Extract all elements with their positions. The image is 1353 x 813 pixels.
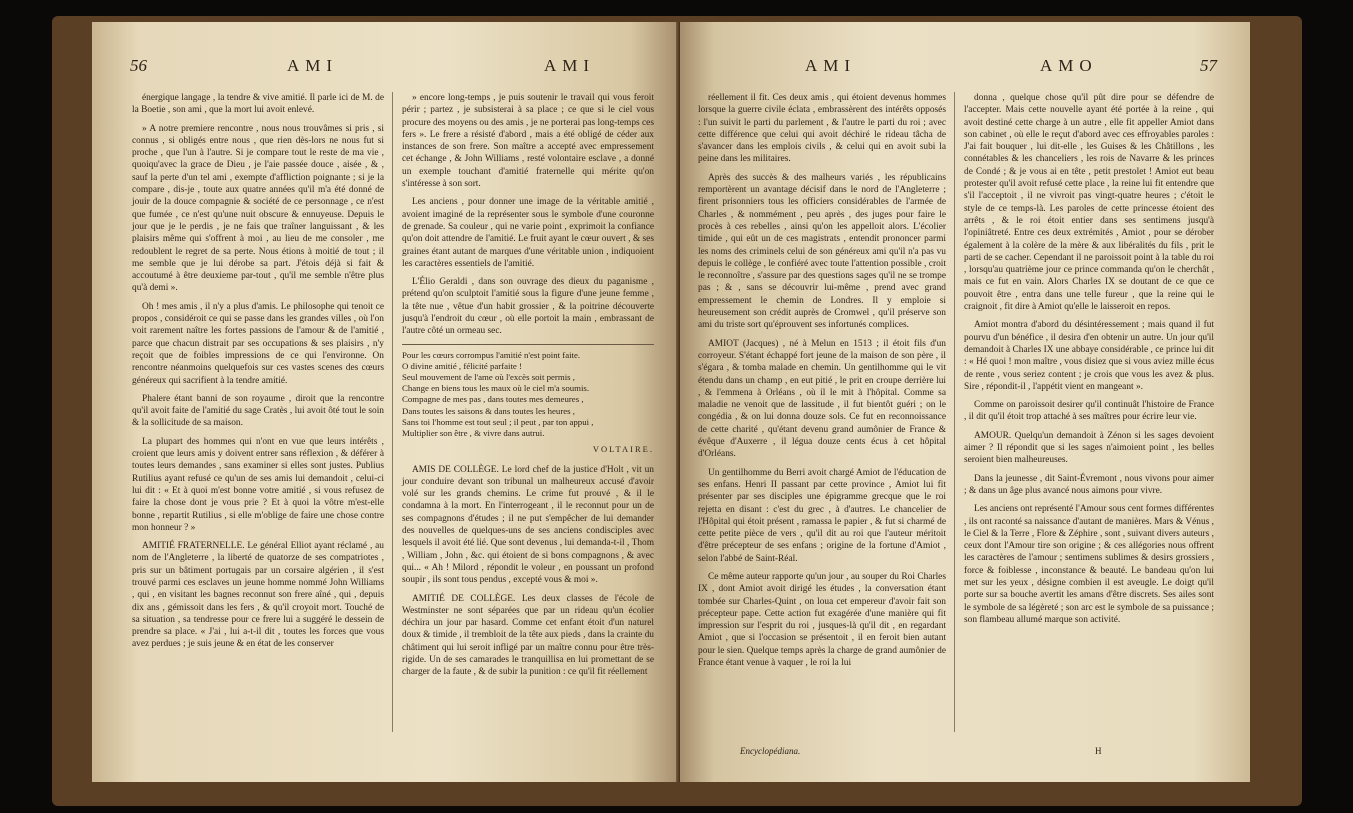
paragraph: AMITIÉ FRATERNELLE. Le général Elliot ayant réclamé , au nom de l'Angleterre , la liberté de quatorze de ses compatriotes , pris sur un bâtiment portugais par un corsaire algérien , il s'est trouvé parmi ces esclaves un jeune homme nommé John Williams , qui , en visitant les bagnes reconnut son frere aîné , qui , depuis dix ans , gémissoit dans les fers , & qu'il croyoit mort. Touché de sa situation , sa tendresse pour ce frere lui a suggéré le dessein de prendre sa place. « J'ai , lui a-t-il dit , toutes les forces que vous avez perdues ; je suis jeune & en état de les conserver — [132, 541, 384, 650]
running-head-left-a: AMI — [287, 56, 339, 75]
quote-rule — [402, 344, 654, 345]
column-divider — [954, 92, 955, 732]
verse-line: Seul mouvement de l'ame où l'excès soit permis , — [402, 372, 575, 383]
left-column-1 — [132, 92, 384, 657]
left-page — [92, 22, 677, 782]
page-number-right: 57 — [1200, 56, 1217, 75]
right-column-2 — [964, 92, 1214, 632]
paragraph: Amiot montra d'abord du désintéressement ; mais quand il fut pourvu d'un bénéfice , il desira d'en obtenir un autre. Un jour qu'il demandoit à Charles IX une abbaye considérable , ce prince lui dit : « Hé quoi ! mon maître , vous disiez que si vous aviez mille écus de rente , vous seriez content ; je crois que vous les avez & plus. Sire , répondit-il , l'appétit vient en mangeant ». — [964, 320, 1214, 392]
paragraph: Dans la jeunesse , dit Saint-Évremont , nous vivons pour aimer ; & dans un âge plus avancé nous aimons pour vivre. — [964, 473, 1214, 496]
paragraph: Ce même auteur rapporte qu'un jour , au souper du Roi Charles IX , dont Amiot avoit dirigé les études , la conversation étant tombée sur Charles-Quint , on loua cet empereur d'avoir fait son précepteur pape. Cette action fut exagérée d'une manière qui fit impression sur l'esprit du roi , jusques-là qu'il dit , en regardant Amiot , que si l'occasion se présentoit , il en feroit bien autant pour le sien. Quelque temps après la charge de grand aumônier de France étant venue à vaquer , le roi la lui — [698, 571, 946, 669]
paragraph: AMIS DE COLLÈGE. Le lord chef de la justice d'Holt , vit un jour conduire devant son tribunal un malheureux accusé d'avoir volé sur les grands chemins. Le crime fut prouvé , & il le condamna à la mort. En l'interrogeant , il le reconnut pour un de ses compagnons d'études ; il ne put s'empêcher de lui demander des nouvelles de quelques-uns de ses anciens condisciples avec lesquels il avoit été lié. Que sont devenus , lui demanda-t-il , Thom , William , John , &c. qui étoient de si bons compagnons , & avec qui... « Ah ! Milord , répondit le voleur , en poussant un profond soupir , ils sont tous pendus , excepté vous & moi ». — [402, 464, 654, 586]
footer-signature: Encyclopédiana. — [740, 746, 801, 756]
paragraph: Oh ! mes amis , il n'y a plus d'amis. Le philosophe qui tenoit ce propos , considéroit ce qui se passe dans les grandes villes , où l'on voit rarement naître les fortes passions de l'amour & de l'amitié , parce que chacun distrait par ses occupations & ses plaisirs , n'y reçoit que de foibles impressions de ce qui l'environne. On rencontre néanmoins quelquefois sur ces vastes scenes des cœurs généreux qui sacrifient à la tendre amitié. — [132, 301, 384, 386]
running-head-right-a: AMI — [805, 56, 857, 75]
quote-author: VOLTAIRE. — [592, 444, 654, 455]
paragraph: AMITIÉ DE COLLÈGE. Les deux classes de l'école de Westminster ne sont séparées que par un rideau qu'un écolier déchira un jour par hasard. Comme cet enfant étoit d'un naturel doux & timide , il trembloit de la tête aux pieds , dans la crainte du châtiment qui lui seroit infligé par un maître connu pour être très-rigide. Un de ses camarades le tranquillisa en lui promettant de se charger de la faute , & de subir la punition : ce qu'il fit réellement — [402, 593, 654, 678]
paragraph: La plupart des hommes qui n'ont en vue que leurs intérêts , croient que leurs amis y doivent entrer sans réflexion , & déférer à toutes leurs demandes , sans examiner si elles sont justes. Publius Rutilius ayant refusé ce qu'un de ses amis lui demandoit , celui-ci lui dit : « Et à quoi m'est bonne votre amitié , si vous refusez de faire la chose dont je vous prie ? Et à quoi la vôtre m'est-elle bonne , repartit Rutilius , si elle m'oblige de faire une chose contre mon honneur ? » — [132, 436, 384, 533]
verse-line: Compagne de mes pas , dans toutes mes demeures , — [402, 394, 584, 405]
right-page — [680, 22, 1250, 782]
paragraph: réellement il fit. Ces deux amis , qui étoient devenus hommes lorsque la guerre civile éclata , embrassèrent des intérêts opposés : l'un suivit le parti du parlement , & l'autre le parti du roi ; avec cette différence que celui qui avoit déchiré le rideau tâcha de s'avancer dans les emplois civils , & celui qui en avoit subi la peine dans les militaires. — [698, 93, 946, 165]
footer-signature-mark: H — [1095, 746, 1102, 756]
verse-line: Dans toutes les saisons & dans toutes les heures , — [402, 405, 575, 416]
verse-line: Sans toi l'homme est tout seul ; il peut , par ton appui , — [402, 416, 594, 427]
running-head-right-b: AMO — [1040, 56, 1098, 75]
page-number-left: 56 — [130, 56, 147, 75]
paragraph: donna , quelque chose qu'il pût dire pour se défendre de l'accepter. Mais cette nouvelle ayant été portée à la reine , qui avoit destiné cette charge à un autre , elle fit appeller Amiot dans son cabinet , où elle le reçut d'abord avec ces effroyables paroles : J'ai fait bouquer , lui dit-elle , les Guises & les Châtillons , les connétables & les chanceliers , les rois de Navarre & les princes de Condé ; & je vous ai en tête , petit prestolet ! Amiot eut beau protester qu'il avoit refusé cette place , la reine lui fit entendre que s'il l'acceptoit , il ne vivroit pas vingt-quatre heures ; c'étoit le style de ce temps-là. Les paroles de cette princesse étoient des arrêts , & le roi étoit entier dans ses sentimens jusqu'à l'opiniâtreté. Entre ces deux extrémités , Amiot , pour se dérober également à la colère de la mère & aux libéralités du fils , prit le parti de se cacher. Cependant il ne paroissoit point à la table du roi , lorsqu'au quatrième jour ce prince commanda qu'on le cherchât , mais ce fut en vain. Alors Charles IX se doutant de ce que ce pouvoit être , entra dans une telle fureur , que la reine qui le craignoit , fit dire à Amiot qu'elle le laisseroit en repos. — [964, 93, 1214, 313]
paragraph: Comme on paroissoit desirer qu'il continuât l'histoire de France , il dit qu'il étoit trop attaché à ses maîtres pour écrire leur vie. — [964, 400, 1214, 423]
paragraph: énergique langage , la tendre & vive amitié. Il parle ici de M. de la Boetie , son ami , que la mort lui avoit enlevé. — [132, 93, 384, 116]
verse-line: Change en biens tous les maux où le ciel m'a soumis. — [402, 383, 590, 394]
running-head-left-b: AMI — [544, 56, 596, 75]
verse-line: Pour les cœurs corrompus l'amitié n'est point faite. — [402, 349, 581, 360]
verse-line: O divine amitié , félicité parfaite ! — [402, 360, 522, 371]
paragraph: Les anciens ont représenté l'Amour sous cent formes différentes , ils ont raconté sa naissance d'autant de manières. Mars & Vénus , le Ciel & la Terre , Flore & Zéphire , sont , suivant divers auteurs , ceux dont l'Amour tire son origine ; & ces allégories nous offrent les caractères de l'amour ; sentimens sublimes & desirs grossiers , force & foiblesse , inconstance & beauté. Le bandeau qu'on lui met sur les yeux , désigne combien il est aveugle. Le doigt qu'il porte sur sa bouche avertit les amans d'être discrets. Ses ailes sont le symbole de sa légèreté ; son arc est le symbole de sa puissance ; son flambeau allumé marque son activité. — [964, 504, 1214, 625]
paragraph: AMIOT (Jacques) , né à Melun en 1513 ; il étoit fils d'un corroyeur. S'étant échappé fort jeune de la maison de son père , il s'égara , & tomba malade en chemin. Un gentilhomme qui le vit étendu dans un champ , en eut pitié , le prit en croupe derrière lui , & l'emmena à Orléans , où il le mit à l'hôpital. Comme sa maladie ne venoit que de lassitude , il fut bientôt guéri ; on le congédia , & on lui donna douze sols. Ce fut en reconnoissance de cette charité , qu'étant devenu grand aumônier de France & évêque d'Auxerre , il légua douze cents écus à cet hôpital d'Orléans. — [698, 338, 946, 460]
paragraph: L'Élio Geraldi , dans son ouvrage des dieux du paganisme , prétend qu'on sculptoit l'amitié sous la figure d'une jeune femme , la tête nue , vêtue d'un habit grossier , & la poitrine découverte jusqu'à l'endroit du cœur , où elle portoit la main , embrassant de l'autre côté un ormeau sec. — [402, 277, 654, 337]
paragraph: » A notre premiere rencontre , nous nous trouvâmes si pris , si connus , si obligés entre nous , que rien dès-lors ne nous fut si proche , que l'un à l'autre. Si je compare tout le reste de ma vie , quoiqu'avec la grace de Dieu , je l'aie passée douce , aisée , & , sauf la perte d'un tel ami , exempte d'affliction poignante ; si je la compare , dis-je , toute aux quatre années qu'il m'a été donné de jouir de la douce compagnie & société de ce personnage , ce n'est que fumée , ce n'est qu'une nuit obscure & ennuyeuse. Depuis le jour que je le perdis , je ne fais que traîner languissant , & les plaisirs même qui s'offrent à moi , au lieu de me consoler , me redoublent le regret de sa perte. Nous étions à moitié de tout ; il me semble que je lui dérobe sa part. J'étois déjà si fait & accoutumé à être deuxieme par-tout , qu'il me semble n'être plus qu'à demi ». — [132, 123, 384, 294]
paragraph: AMOUR. Quelqu'un demandoit à Zénon si les sages devoient aimer ? Il répondit que si les sages n'aimoient point , les belles seroient bien malheureuses. — [964, 430, 1214, 466]
paragraph: Phalere étant banni de son royaume , diroit que la rencontre qu'il avoit faite de l'amitié du sage Cratès , lui avoit ôté tout le soin & la sollicitude de sa maison. — [132, 393, 384, 429]
left-column-2 — [402, 92, 654, 685]
verse-quote — [402, 350, 654, 440]
paragraph: Les anciens , pour donner une image de la véritable amitié , avoient imaginé de la représenter sous le symbole d'une couronne de grenade. Sa couleur , qui ne varie point , exprimoit la confiance qu'on doit attendre de l'amitié. Le fruit ayant le cœur ouvert , & ses graines étant autant de marques d'une véritable union , indiquoient les caractères essentiels de l'amitié. — [402, 197, 654, 269]
paragraph: » encore long-temps , je puis soutenir le travail qui vous feroit périr ; partez , je subsisterai à sa place ; ce que si le ciel vous procure des moyens ou des amis , je ne porterai pas long-temps ces fers ». Le frere a résisté d'abord , mais a été obligé de céder aux instances de son frere. Son maître a accepté avec empressement cet échange , & John Williams , resté volontaire esclave , a donné un exemple touchant d'amitié fraternelle qui mérite qu'on s'intéresse à son sort. — [402, 93, 654, 190]
paragraph: Un gentilhomme du Berri avoit chargé Amiot de l'éducation de ses enfans. Henri II passant par cette province , Amiot lui fit présenter par ses disciples une épigramme grecque que le roi rejetta en disant : c'est du grec , à d'autres. Le chancelier de l'Hôpital qui étoit présent , ramassa le papier , & fut si charmé de cette petite pièce de vers , qu'il dit au roi que l'auteur méritoit d'être précepteur de ses enfans ; origine de la fortune d'Amiot , selon l'abbé de Saint-Réal. — [698, 467, 946, 564]
verse-line: Multiplier son être , & vivre dans autrui. — [402, 428, 545, 439]
paragraph: Après des succès & des malheurs variés , les républicains remportèrent un avantage décisif dans le nord de l'Angleterre ; firent prisonniers tous les officiers considérables de l'armée de Charles , & nommément , peu après , des juges pour faire le procès à ces rebelles , ainsi qu'on les appelloit alors. L'écolier timide , qui eût un de ces magistrats , entendit prononcer parmi les noms des criminels celui de son généreux ami qu'il n'a pas vu depuis le collège , le confiéré avec toute l'attention possible , croit le reconnoître , s'assure par des questions sages qu'il ne se trompe pas ; & , sans se découvrir lui-même , prend avec grand empressement le chemin de Londres. Il y emploie si heureusement son crédit auprès de Cromwel , qu'il préserve son ami du triste sort qu'éprouvent ses infortunés complices. — [698, 172, 946, 331]
right-column-1 — [698, 92, 946, 675]
column-divider — [392, 92, 393, 732]
